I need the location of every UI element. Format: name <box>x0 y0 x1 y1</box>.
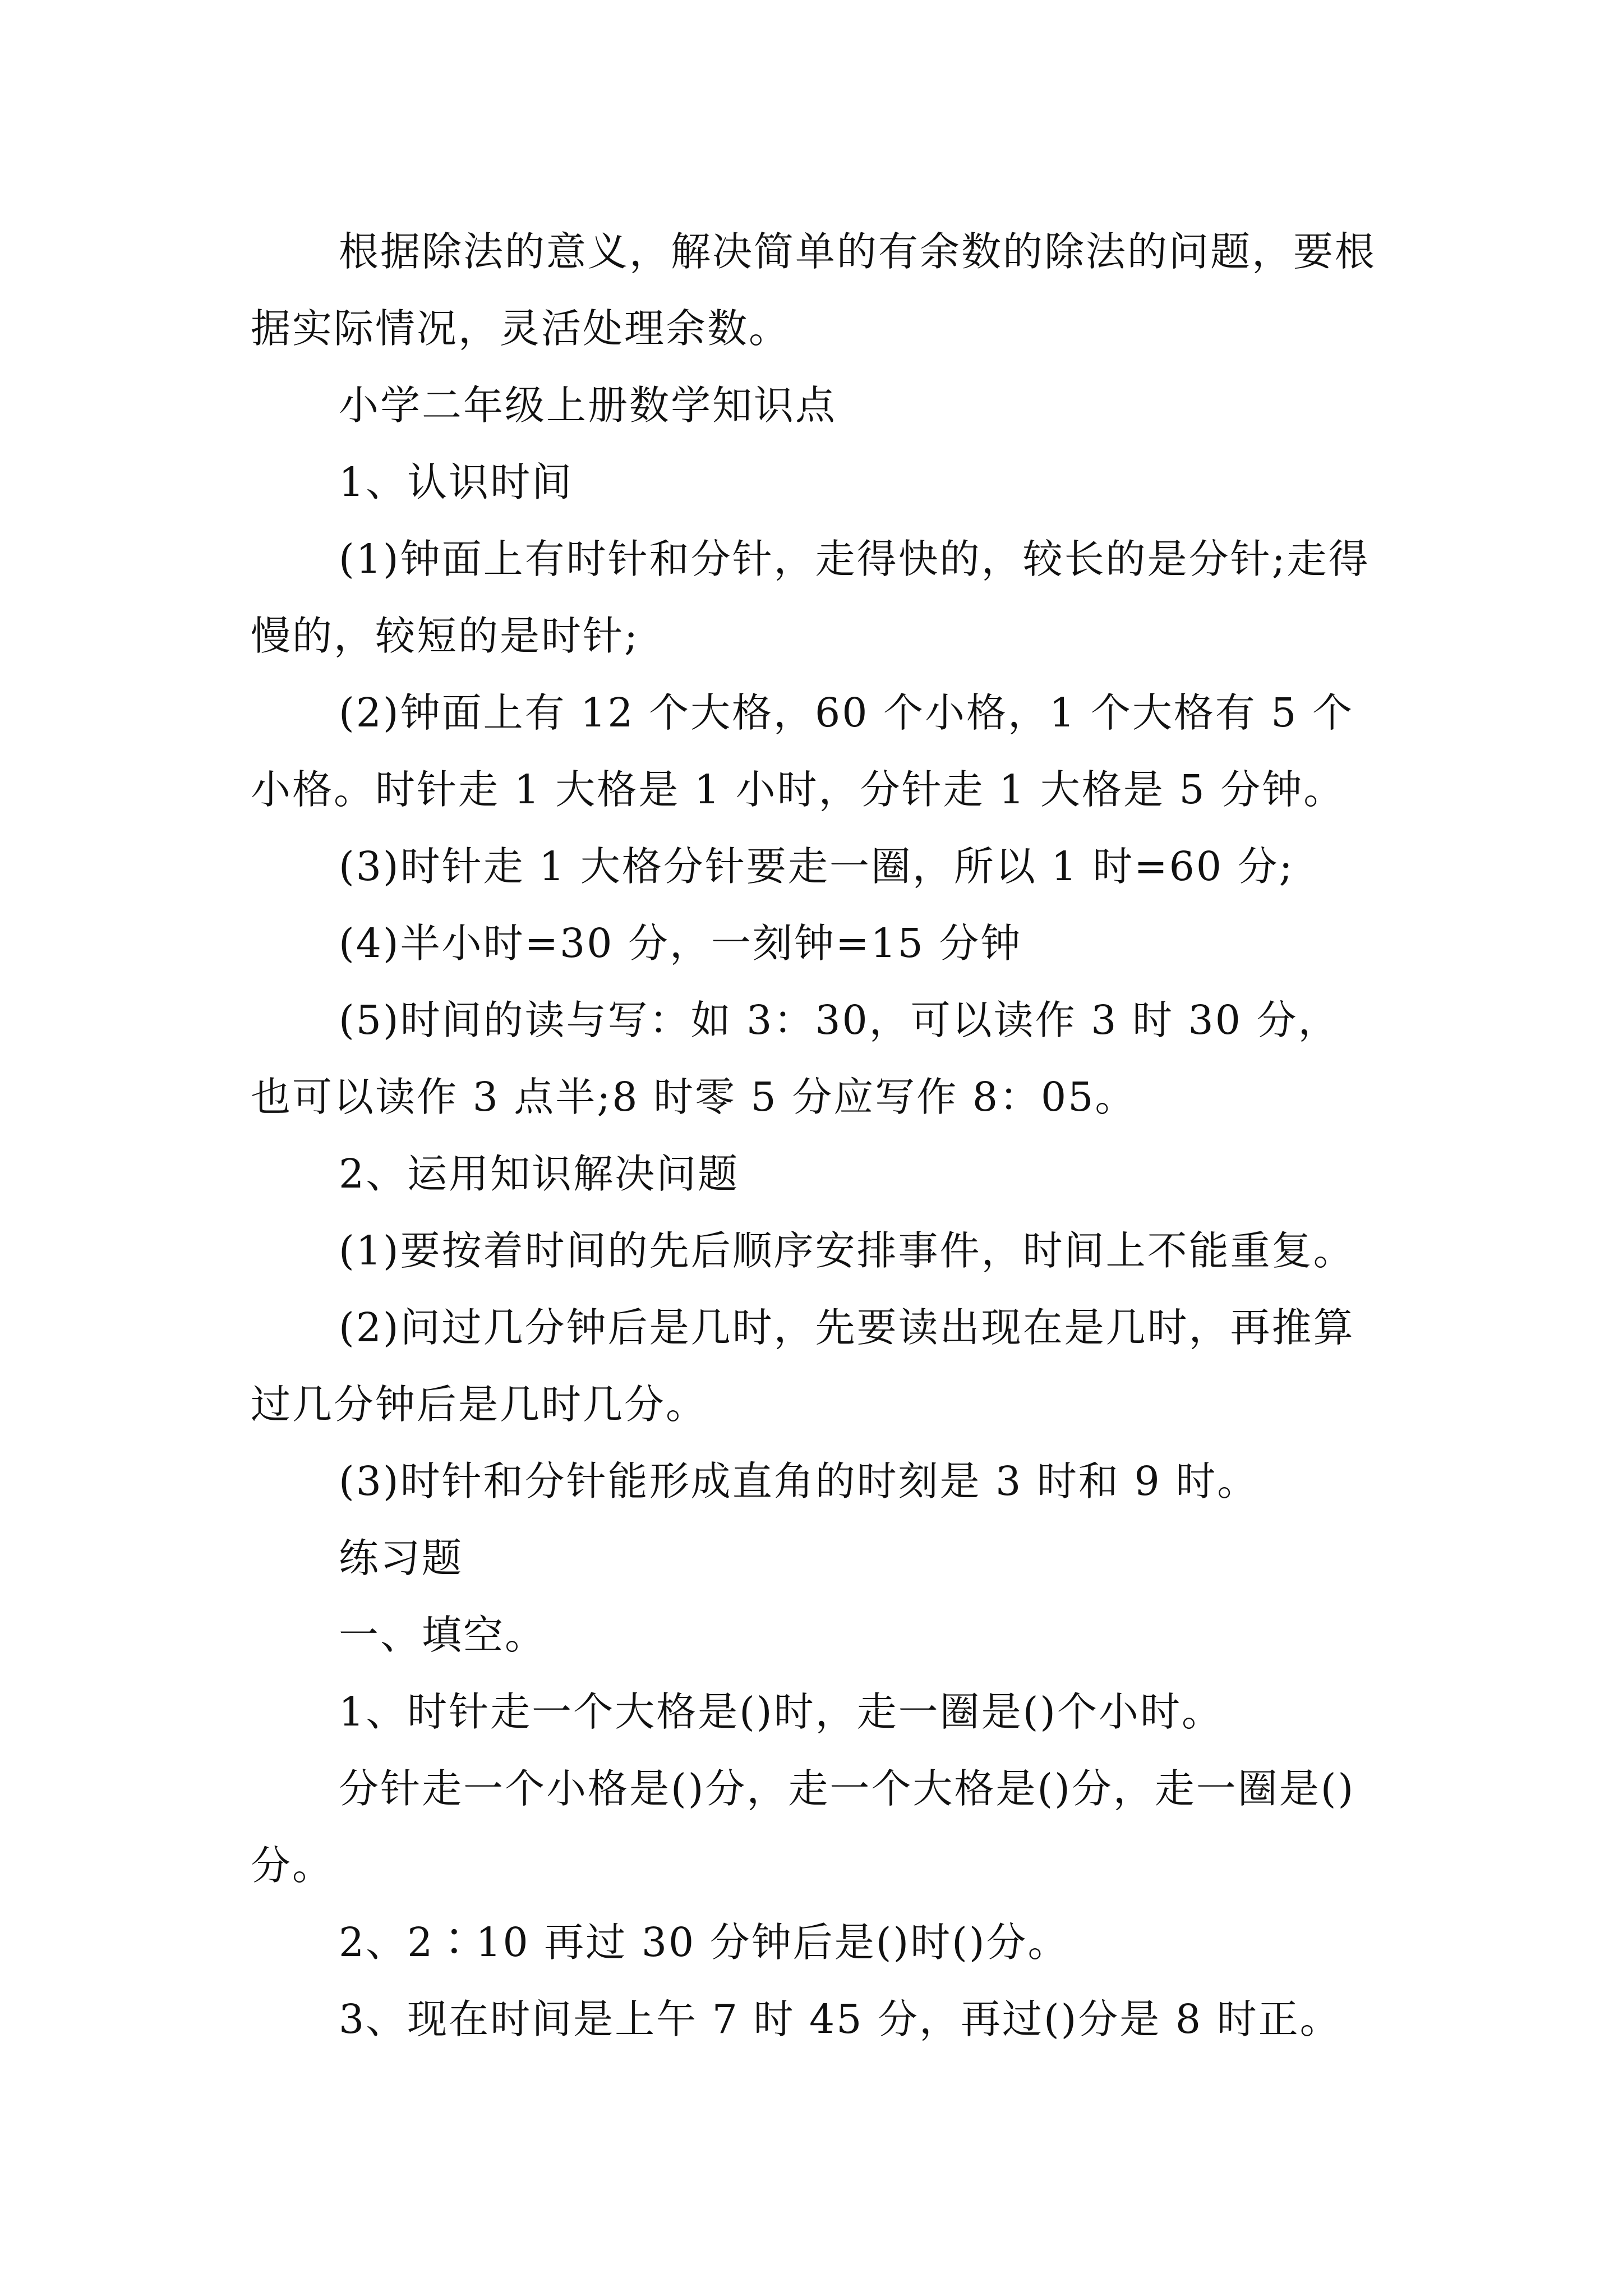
exercise-item-hour-hand: 1、时针走一个大格是()时，走一圈是()个小时。 <box>339 1688 1223 1735</box>
list-item-clock-hands: (1)钟面上有时针和分针，走得快的，较长的是分针;走得慢的，较短的是时针; <box>251 536 1370 659</box>
heading-fill-in-blanks: 一、填空。 <box>339 1612 547 1658</box>
heading-recognize-time: 1、认识时间 <box>339 459 574 505</box>
paragraph-division-remainder: 根据除法的意义，解决简单的有余数的除法的问题，要根据实际情况，灵活处理余数。 <box>251 228 1377 352</box>
heading-apply-knowledge: 2、运用知识解决问题 <box>339 1151 740 1197</box>
exercise-item-two-ten: 2、2∶10 再过 30 分钟后是()时()分。 <box>339 1919 1069 1966</box>
list-item-half-hour-quarter: (4)半小时=30 分，一刻钟=15 分钟 <box>339 920 1022 967</box>
document-body <box>251 213 1378 2058</box>
exercise-item-seven-forty-five: 3、现在时间是上午 7 时 45 分，再过()分是 8 时正。 <box>339 1996 1341 2042</box>
exercise-item-minute-hand: 分针走一个小格是()分，走一个大格是()分，走一圈是()分。 <box>251 1765 1355 1889</box>
list-item-right-angle-times: (3)时针和分针能形成直角的时刻是 3 时和 9 时。 <box>339 1458 1259 1504</box>
list-item-clock-divisions: (2)钟面上有 12 个大格，60 个小格，1 个大格有 5 个小格。时针走 1 大格是 1 小时，分针走 1 大格是 5 分钟。 <box>251 689 1354 813</box>
section-heading-grade2-math: 小学二年级上册数学知识点 <box>339 382 837 429</box>
list-item-read-write-time: (5)时间的读与写：如 3：30，可以读作 3 时 30 分，也可以读作 3 点半;8 时零 5 分应写作 8：05。 <box>251 997 1340 1120</box>
heading-exercises: 练习题 <box>339 1535 464 1581</box>
list-item-hour-equals-minutes: (3)时针走 1 大格分针要走一圈，所以 1 时=60 分; <box>339 843 1294 890</box>
list-item-time-after-minutes: (2)问过几分钟后是几时，先要读出现在是几时，再推算过几分钟后是几时几分。 <box>251 1304 1355 1428</box>
list-item-order-events: (1)要按着时间的先后顺序安排事件，时间上不能重复。 <box>339 1227 1355 1274</box>
